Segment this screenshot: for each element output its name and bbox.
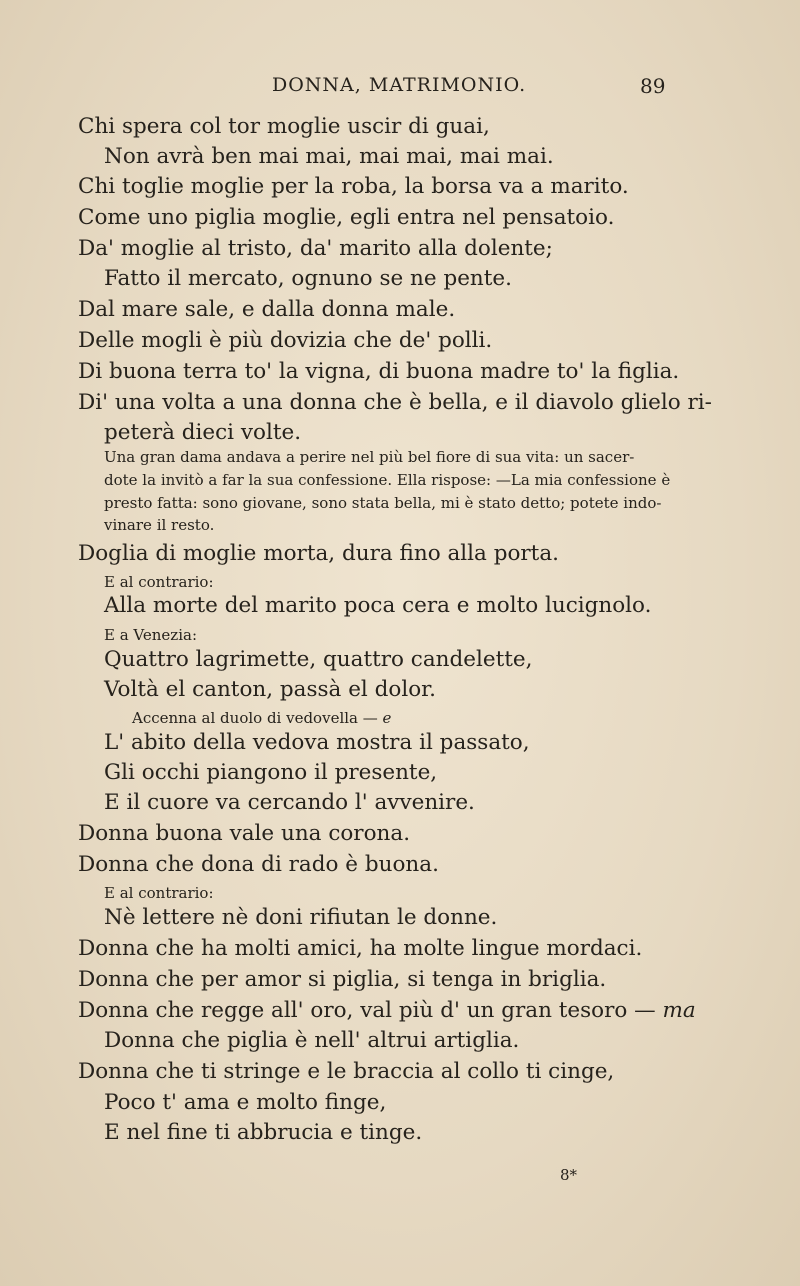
proverb-line: Di buona terra to' la vigna, di buona madre to' la figlia. <box>78 359 680 384</box>
header-title: DONNA, MATRIMONIO. <box>272 74 527 96</box>
note-line: E al contrario: <box>104 884 214 902</box>
note-line: dote la invitò a far la sua confessione. Ella rispose: —La mia confessione è <box>104 471 671 489</box>
signature-mark: 8* <box>560 1166 578 1184</box>
proverb-line: L' abito della vedova mostra il passato, <box>104 730 530 755</box>
proverb-line: Donna che ha molti amici, ha molte lingue mordaci. <box>78 936 643 961</box>
proverb-line: peterà dieci volte. <box>104 420 302 445</box>
proverb-line: Voltà el canton, passà el dolor. <box>104 677 436 702</box>
proverb-line: Gli occhi piangono il presente, <box>104 760 438 785</box>
proverb-line: Di' una volta a una donna che è bella, e il diavolo glielo ri- <box>78 390 712 415</box>
proverb-line: Doglia di moglie morta, dura fino alla porta. <box>78 541 559 566</box>
proverb-line: E nel fine ti abbrucia e tinge. <box>104 1120 423 1145</box>
proverb-line: Donna che ti stringe e le braccia al collo ti cinge, <box>78 1059 615 1084</box>
proverb-line: Donna che per amor si piglia, si tenga in briglia. <box>78 967 607 992</box>
proverb-line: Nè lettere nè doni rifiutan le donne. <box>104 905 498 930</box>
proverb-line: Donna che dona di rado è buona. <box>78 852 439 877</box>
proverb-line: Poco t' ama e molto finge, <box>104 1090 387 1115</box>
note-line: E al contrario: <box>104 573 214 591</box>
proverb-line: Alla morte del marito poca cera e molto lucignolo. <box>104 593 652 618</box>
note-line: E a Venezia: <box>104 626 197 644</box>
running-header <box>0 74 800 104</box>
proverb-line: E il cuore va cercando l' avvenire. <box>104 790 475 815</box>
proverb-line: Chi toglie moglie per la roba, la borsa va a marito. <box>78 174 629 199</box>
line-text: Donna che regge all' oro, val più d' un gran tesoro — <box>78 998 656 1023</box>
note-line: vinare il resto. <box>104 516 215 534</box>
proverb-line: Chi spera col tor moglie uscir di guai, <box>78 114 490 139</box>
note-line: presto fatta: sono giovane, sono stata bella, mi è stato detto; potete indo- <box>104 494 662 512</box>
note-line <box>132 707 391 729</box>
proverb-line: Delle mogli è più dovizia che de' polli. <box>78 328 493 353</box>
page-number: 89 <box>640 74 666 98</box>
line-italic: ma <box>662 998 696 1023</box>
proverb-line: Fatto il mercato, ognuno se ne pente. <box>104 266 512 291</box>
proverb-line: Da' moglie al tristo, da' marito alla dolente; <box>78 236 553 261</box>
note-italic: e <box>382 709 392 727</box>
proverb-line <box>78 996 696 1026</box>
proverb-line: Donna buona vale una corona. <box>78 821 411 846</box>
proverb-line: Non avrà ben mai mai, mai mai, mai mai. <box>104 144 554 169</box>
proverb-line: Quattro lagrimette, quattro candelette, <box>104 647 533 672</box>
note-line: Una gran dama andava a perire nel più bel fiore di sua vita: un sacer- <box>104 448 635 466</box>
note-text: Accenna al duolo di vedovella — <box>132 709 378 727</box>
proverb-line: Donna che piglia è nell' altrui artiglia. <box>104 1028 520 1053</box>
proverb-line: Dal mare sale, e dalla donna male. <box>78 297 456 322</box>
proverb-line: Come uno piglia moglie, egli entra nel pensatoio. <box>78 205 615 230</box>
